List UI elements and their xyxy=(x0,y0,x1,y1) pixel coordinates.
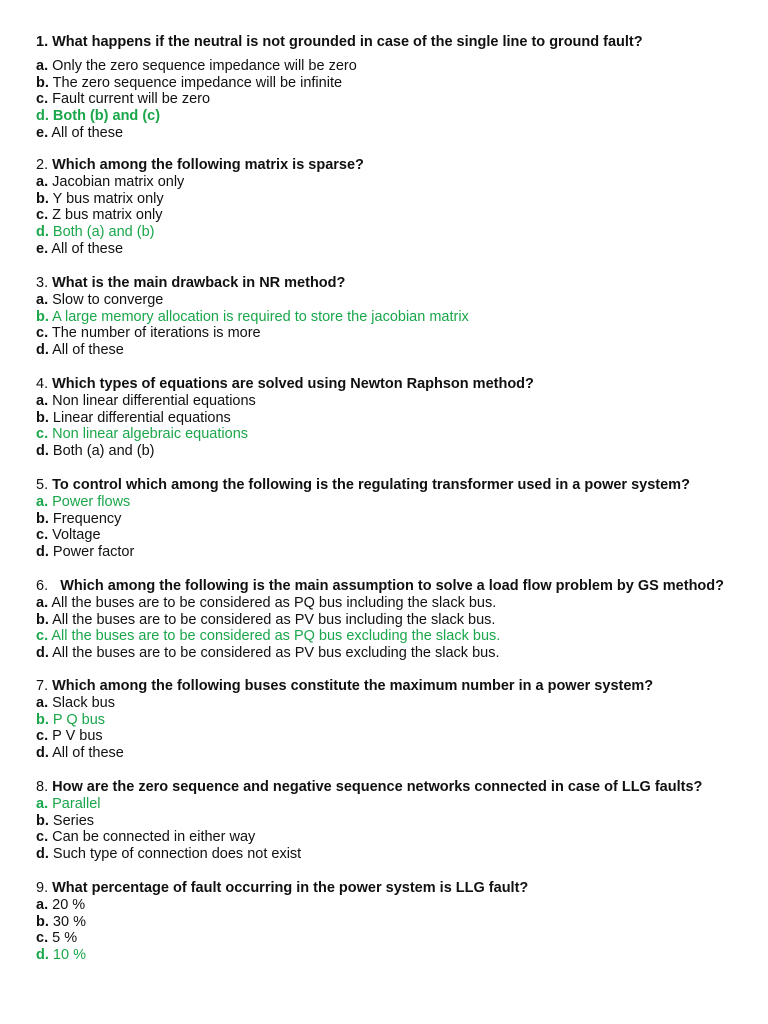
option-letter: c. xyxy=(36,728,49,745)
option-c-correct xyxy=(36,628,746,645)
option-text: All the buses are to be considered as PV bus including the slack bus. xyxy=(52,611,496,628)
question-text xyxy=(36,275,746,292)
option-b xyxy=(36,511,746,528)
option-b-correct xyxy=(36,309,746,326)
option-text: Parallel xyxy=(52,795,101,812)
option-text: Fault current will be zero xyxy=(52,91,211,108)
option-letter: a. xyxy=(36,173,49,190)
question-1 xyxy=(36,34,746,142)
option-text: 10 % xyxy=(52,947,86,964)
option-d-correct xyxy=(36,947,746,964)
option-text: All the buses are to be considered as PQ bus including the slack bus. xyxy=(51,594,497,611)
option-letter: a. xyxy=(36,594,49,611)
option-text: Non linear algebraic equations xyxy=(52,426,249,443)
option-text: Such type of connection does not exist xyxy=(52,846,302,863)
option-d-correct xyxy=(36,108,746,125)
question-text xyxy=(36,578,746,595)
option-d xyxy=(36,443,746,460)
option-letter: d. xyxy=(36,544,49,561)
option-text: Non linear differential equations xyxy=(52,392,256,409)
question-text xyxy=(36,157,746,174)
option-text: Both (a) and (b) xyxy=(52,443,155,460)
option-letter: c. xyxy=(36,628,49,645)
option-b xyxy=(36,914,746,931)
option-d-correct xyxy=(36,224,746,241)
question-label: Which among the following buses constitute the maximum number in a power system? xyxy=(52,678,654,694)
option-text: Slow to converge xyxy=(52,291,164,308)
question-2 xyxy=(36,157,746,258)
question-text xyxy=(36,880,746,897)
option-letter: b. xyxy=(36,812,49,829)
question-label: How are the zero sequence and negative sequence networks connected in case of LLG faults? xyxy=(52,779,703,795)
option-b-correct xyxy=(36,712,746,729)
question-number: 3. xyxy=(36,275,49,291)
option-letter: c. xyxy=(36,91,49,108)
option-text: All the buses are to be considered as PV bus excluding the slack bus. xyxy=(52,645,500,662)
option-a-correct xyxy=(36,494,746,511)
option-letter: d. xyxy=(36,745,49,762)
option-text: Power flows xyxy=(52,493,131,510)
option-letter: a. xyxy=(36,795,49,812)
option-text: The number of iterations is more xyxy=(51,325,261,342)
option-letter: b. xyxy=(36,913,49,930)
question-8 xyxy=(36,779,746,863)
option-a xyxy=(36,897,746,914)
question-number: 1. xyxy=(36,34,49,50)
option-c xyxy=(36,930,746,947)
option-c xyxy=(36,728,746,745)
question-7 xyxy=(36,678,746,762)
option-c xyxy=(36,207,746,224)
option-text: 20 % xyxy=(52,896,86,913)
option-text: 5 % xyxy=(52,930,78,947)
question-5 xyxy=(36,477,746,561)
question-9 xyxy=(36,880,746,964)
option-letter: c. xyxy=(36,426,49,443)
option-letter: b. xyxy=(36,611,49,628)
option-text: All of these xyxy=(51,240,124,257)
option-text: Only the zero sequence impedance will be zero xyxy=(52,57,357,74)
option-text: Frequency xyxy=(52,510,122,527)
option-a xyxy=(36,292,746,309)
option-c-correct xyxy=(36,426,746,443)
option-letter: b. xyxy=(36,711,49,728)
option-letter: b. xyxy=(36,308,49,325)
option-letter: b. xyxy=(36,510,49,527)
question-number: 9. xyxy=(36,880,49,896)
question-text xyxy=(36,376,746,393)
option-letter: a. xyxy=(36,694,49,711)
option-text: All of these xyxy=(51,124,124,141)
option-letter: a. xyxy=(36,392,49,409)
option-text: The zero sequence impedance will be infinite xyxy=(52,74,343,91)
question-label: To control which among the following is the regulating transformer used in a power system? xyxy=(52,477,690,493)
option-letter: b. xyxy=(36,190,49,207)
option-a xyxy=(36,393,746,410)
option-c xyxy=(36,325,746,342)
question-number: 2. xyxy=(36,157,49,173)
question-label: What percentage of fault occurring in the power system is LLG fault? xyxy=(52,880,529,896)
option-letter: a. xyxy=(36,291,49,308)
option-letter: d. xyxy=(36,846,49,863)
option-text: Can be connected in either way xyxy=(52,829,256,846)
option-b xyxy=(36,612,746,629)
option-a xyxy=(36,174,746,191)
option-c xyxy=(36,527,746,544)
option-text: Both (b) and (c) xyxy=(52,108,161,125)
option-b xyxy=(36,410,746,427)
option-letter: c. xyxy=(36,207,49,224)
question-4 xyxy=(36,376,746,460)
option-letter: c. xyxy=(36,930,49,947)
question-text xyxy=(36,779,746,796)
question-text xyxy=(36,477,746,494)
option-a xyxy=(36,595,746,612)
option-letter: d. xyxy=(36,108,49,125)
option-letter: b. xyxy=(36,409,49,426)
option-d xyxy=(36,846,746,863)
option-letter: d. xyxy=(36,342,49,359)
option-text: Y bus matrix only xyxy=(52,190,164,207)
option-letter: e. xyxy=(36,124,49,141)
option-text: Power factor xyxy=(52,544,135,561)
option-letter: a. xyxy=(36,57,49,74)
option-c xyxy=(36,91,746,108)
option-a xyxy=(36,695,746,712)
option-d xyxy=(36,745,746,762)
option-text: Slack bus xyxy=(52,694,115,711)
option-letter: d. xyxy=(36,443,49,460)
option-text: All of these xyxy=(52,745,124,762)
option-text: Jacobian matrix only xyxy=(52,173,185,190)
option-text: A large memory allocation is required to store the jacobian matrix xyxy=(52,308,469,325)
question-label: What is the main drawback in NR method? xyxy=(52,275,346,291)
option-a-correct xyxy=(36,796,746,813)
option-d xyxy=(36,645,746,662)
option-d xyxy=(36,342,746,359)
question-text xyxy=(36,678,746,695)
option-letter: c. xyxy=(36,829,49,846)
option-letter: c. xyxy=(36,325,49,342)
question-number: 8. xyxy=(36,779,49,795)
option-letter: a. xyxy=(36,896,49,913)
option-text: Both (a) and (b) xyxy=(52,224,155,241)
option-text: All of these xyxy=(52,342,124,359)
question-text xyxy=(36,34,746,51)
option-text: P V bus xyxy=(52,728,103,745)
option-text: Linear differential equations xyxy=(52,409,231,426)
option-text: Series xyxy=(52,812,95,829)
question-label: Which among the following is the main assumption to solve a load flow problem by GS method? xyxy=(60,578,725,594)
option-letter: d. xyxy=(36,947,49,964)
option-letter: a. xyxy=(36,493,49,510)
option-letter: d. xyxy=(36,224,49,241)
question-number: 7. xyxy=(36,678,49,694)
question-number: 6. xyxy=(36,578,49,594)
option-a xyxy=(36,58,746,75)
option-c xyxy=(36,829,746,846)
option-letter: d. xyxy=(36,645,49,662)
option-e xyxy=(36,241,746,258)
option-text: 30 % xyxy=(52,913,86,930)
question-3 xyxy=(36,275,746,359)
option-b xyxy=(36,75,746,92)
question-number: 5. xyxy=(36,477,49,493)
option-b xyxy=(36,191,746,208)
option-letter: e. xyxy=(36,240,49,257)
option-d xyxy=(36,544,746,561)
question-label: What happens if the neutral is not grounded in case of the single line to ground fault? xyxy=(52,34,643,50)
option-text: Z bus matrix only xyxy=(52,207,163,224)
option-text: Voltage xyxy=(52,527,101,544)
option-letter: c. xyxy=(36,527,49,544)
question-6 xyxy=(36,578,746,662)
option-e xyxy=(36,125,746,142)
question-label: Which types of equations are solved using Newton Raphson method? xyxy=(52,376,534,392)
question-label: Which among the following matrix is sparse? xyxy=(52,157,364,173)
question-number: 4. xyxy=(36,376,49,392)
option-text: All the buses are to be considered as PQ bus excluding the slack bus. xyxy=(51,628,501,645)
option-text: P Q bus xyxy=(52,711,106,728)
option-b xyxy=(36,813,746,830)
option-letter: b. xyxy=(36,74,49,91)
